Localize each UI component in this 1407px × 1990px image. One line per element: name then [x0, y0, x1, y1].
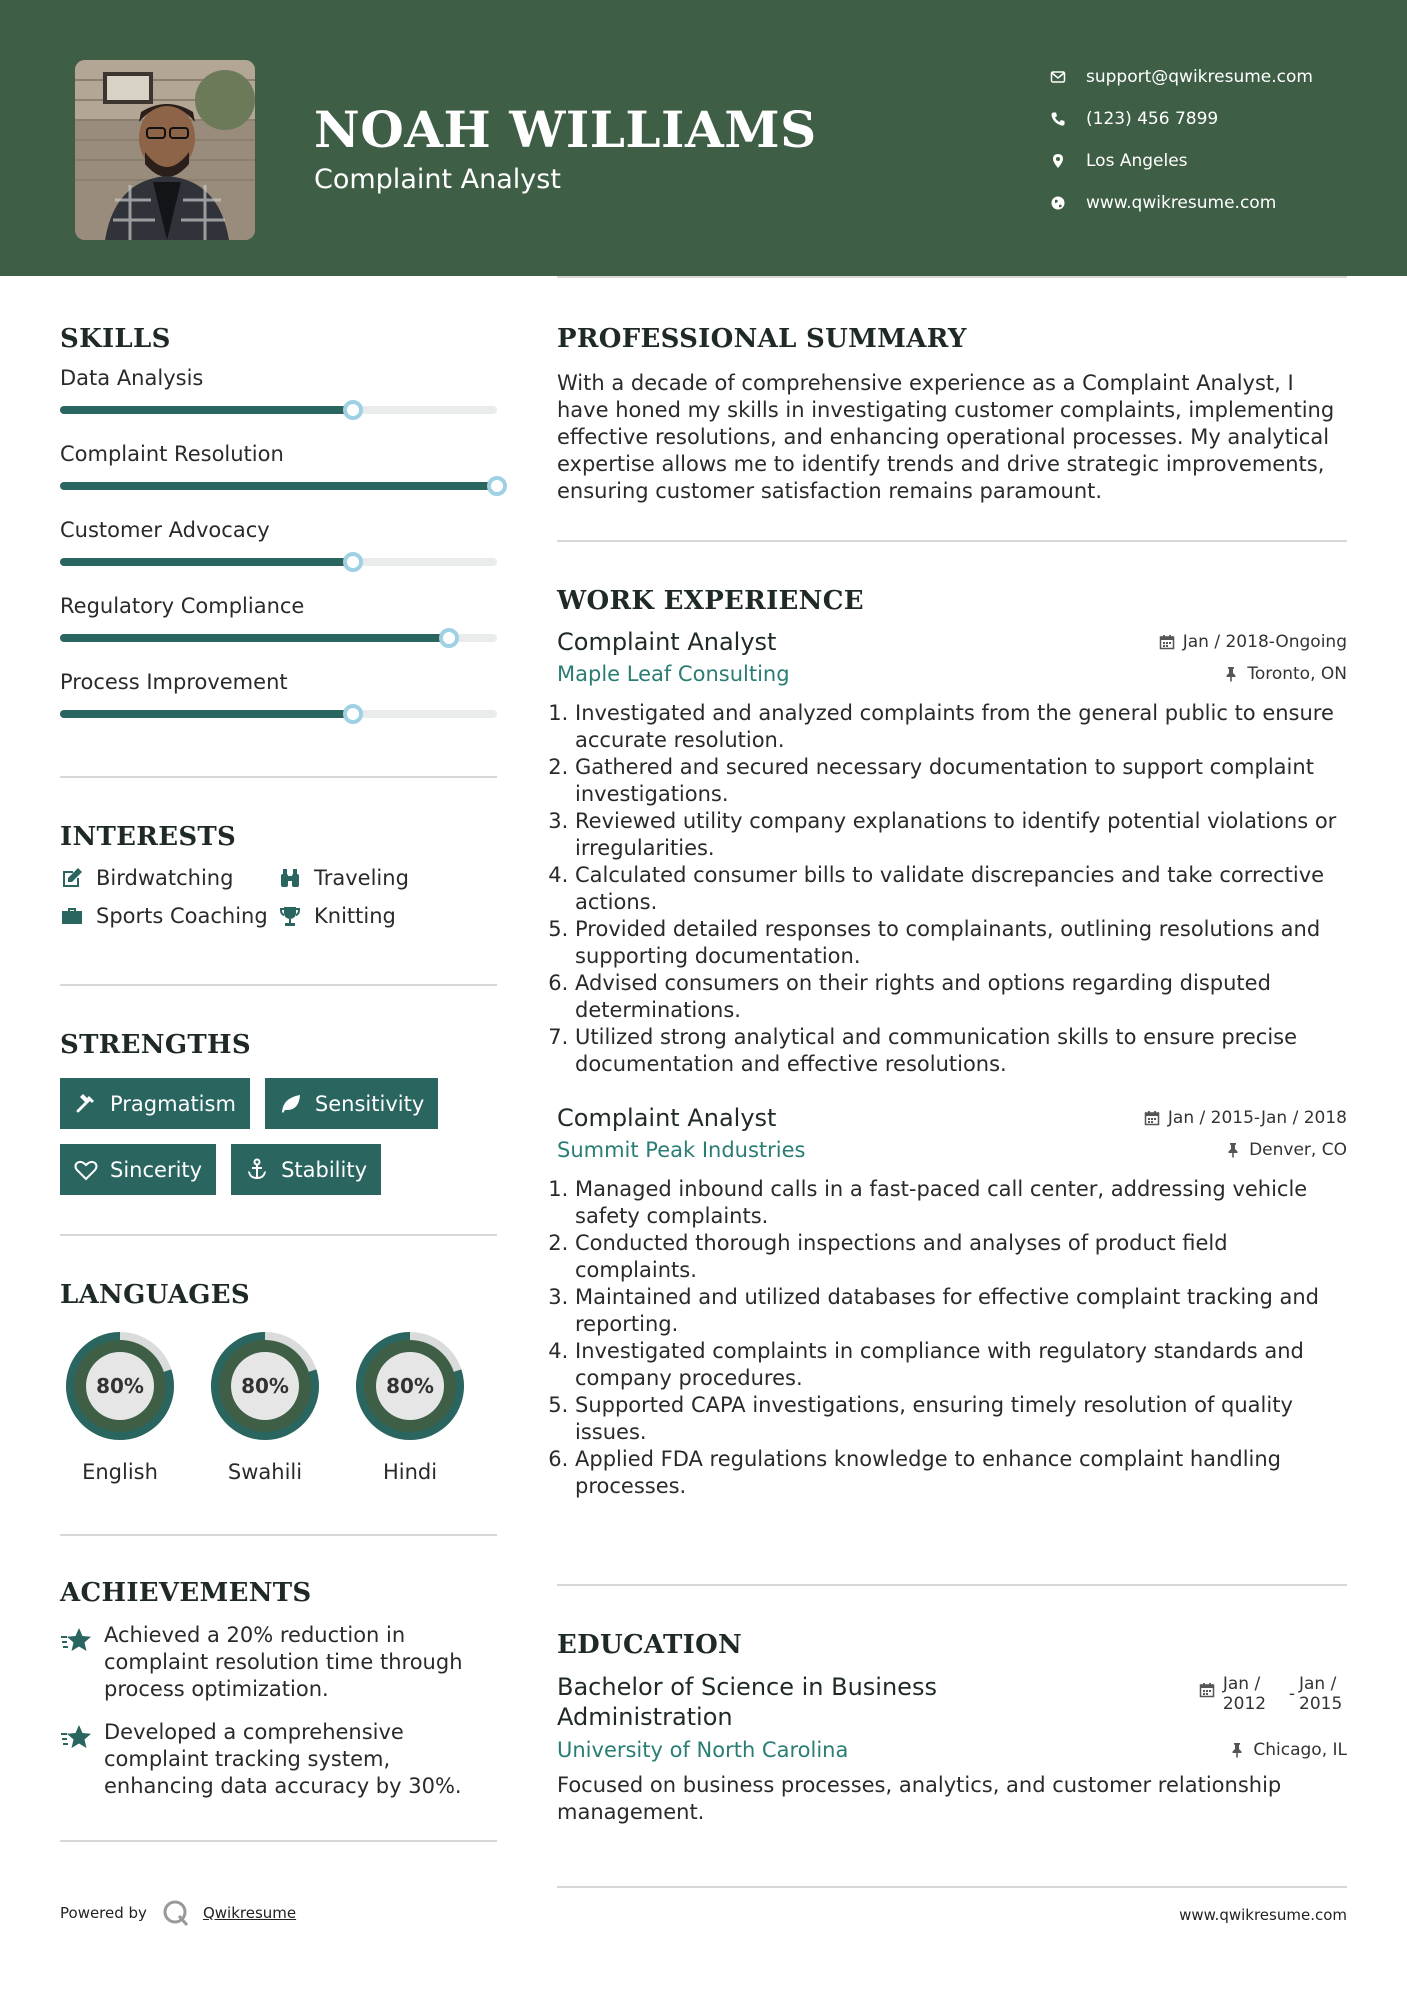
languages-heading: LANGUAGES: [60, 1280, 250, 1310]
footer-powered-by: [60, 1898, 296, 1928]
envelope-icon: [1050, 69, 1086, 85]
language-item: [60, 1326, 180, 1484]
summary-section: [557, 324, 1347, 505]
interest-label: Traveling: [314, 866, 409, 890]
interest-label: Knitting: [314, 904, 396, 928]
responsibility-item: 2. Conducted thorough inspections and analyses of product field complaints.: [575, 1230, 1347, 1284]
interests-list: [60, 866, 497, 928]
strengths-heading: STRENGTHS: [60, 1030, 251, 1060]
responsibility-item: 5. Supported CAPA investigations, ensuring timely resolution of quality issues.: [575, 1392, 1347, 1446]
calendar-icon: [1159, 634, 1175, 650]
date-separator: -: [1288, 1684, 1295, 1704]
strength-badge: [60, 1144, 216, 1195]
achievement-text: Achieved a 20% reduction in complaint resolution time through process optimization.: [104, 1623, 463, 1701]
education-end: Jan / 2015: [1299, 1674, 1343, 1714]
qwikresume-logo-icon: [161, 1898, 191, 1928]
responsibility-item: 3. Maintained and utilized databases for effective complaint tracking and reporting.: [575, 1284, 1347, 1338]
job-dates-text: Jan / 2018-Ongoing: [1182, 632, 1347, 652]
summary-heading: PROFESSIONAL SUMMARY: [557, 324, 967, 354]
contact-location: [1050, 140, 1313, 182]
job-dates: [1159, 632, 1347, 652]
language-percent: 80%: [96, 1374, 144, 1398]
contact-email-text: support@qwikresume.com: [1086, 67, 1313, 87]
qwikresume-link[interactable]: Qwikresume: [202, 1904, 297, 1922]
skills-heading: SKILLS: [60, 324, 171, 354]
calendar-icon: [1199, 1682, 1215, 1698]
strength-label: Sensitivity: [314, 1091, 425, 1116]
edit-icon: [60, 866, 84, 890]
job-entry: [557, 628, 1347, 1078]
school-name: University of North Carolina: [557, 1738, 849, 1762]
experience-divider: [557, 1584, 1347, 1586]
interest-item: [60, 904, 278, 928]
strength-badge: [231, 1144, 381, 1195]
strengths-list: [60, 1078, 497, 1195]
candidate-title: Complaint Analyst: [314, 164, 561, 195]
skills-section: [60, 324, 497, 746]
skill-item: [60, 442, 497, 518]
interest-item: [278, 904, 498, 928]
anchor-icon: [245, 1158, 269, 1182]
briefcase-icon: [60, 904, 84, 928]
education-heading: EDUCATION: [557, 1630, 743, 1660]
contact-phone-text: (123) 456 7899: [1086, 109, 1219, 129]
experience-section: [557, 586, 1347, 1500]
trophy-icon: [278, 904, 302, 928]
skill-label: Complaint Resolution: [60, 442, 284, 466]
skill-bar: [60, 482, 497, 490]
language-ring: [350, 1326, 470, 1446]
job-location-text: Denver, CO: [1249, 1140, 1347, 1160]
profile-photo-image: [75, 60, 255, 240]
language-ring: [205, 1326, 325, 1446]
contact-website[interactable]: [1050, 182, 1313, 224]
skill-bar-fill: [60, 558, 353, 566]
company-name: Summit Peak Industries: [557, 1138, 806, 1162]
globe-icon: [1050, 195, 1086, 211]
achievement-text: Developed a comprehensive complaint tracking system, enhancing data accuracy by 30%.: [104, 1720, 462, 1798]
achievement-item: [60, 1622, 497, 1703]
job-title: Complaint Analyst: [557, 628, 777, 656]
skill-bar: [60, 634, 497, 642]
job-entry: [557, 1104, 1347, 1500]
interest-label: Sports Coaching: [96, 904, 268, 928]
pushpin-icon: [1225, 1142, 1241, 1158]
language-label: Swahili: [227, 1460, 303, 1484]
interests-heading: INTERESTS: [60, 822, 237, 852]
language-ring: [60, 1326, 180, 1446]
skill-label: Data Analysis: [60, 366, 204, 390]
languages-section: [60, 1280, 497, 1484]
skill-label: Regulatory Compliance: [60, 594, 305, 618]
skill-bar-fill: [60, 710, 353, 718]
education-location-text: Chicago, IL: [1253, 1740, 1347, 1760]
candidate-name: NOAH WILLIAMS: [314, 100, 817, 159]
job-dates-text: Jan / 2015-Jan / 2018: [1167, 1108, 1347, 1128]
heart-icon: [74, 1158, 98, 1182]
responsibility-item: 4. Calculated consumer bills to validate discrepancies and take corrective actions.: [575, 862, 1347, 916]
strength-label: Pragmatism: [110, 1091, 236, 1116]
skill-bar-knob: [343, 704, 363, 724]
leaf-icon: [279, 1092, 303, 1116]
skill-bar-fill: [60, 406, 353, 414]
responsibility-item: 4. Investigated complaints in compliance with regulatory standards and company procedures.: [575, 1338, 1347, 1392]
responsibility-item: 7. Utilized strong analytical and communication skills to ensure precise documentation and effective resolutions.: [575, 1024, 1347, 1078]
summary-text: With a decade of comprehensive experience as a Complaint Analyst, I have honed my skills in investigating customer complaints, implementing effective resolutions, and enhancing operational processes. My analytical expertise allows me to identify trends and drive strategic improvements, ensuring customer satisfaction remains paramount.: [557, 371, 1335, 503]
skills-divider: [60, 776, 497, 778]
star-icon: [60, 1721, 94, 1755]
powered-by-text: Powered by: [60, 1904, 147, 1922]
skill-bar: [60, 558, 497, 566]
pushpin-icon: [1229, 1742, 1245, 1758]
contact-phone[interactable]: [1050, 98, 1313, 140]
language-item: [350, 1326, 470, 1484]
skill-bar-knob: [343, 552, 363, 572]
skill-bar-knob: [439, 628, 459, 648]
contact-email[interactable]: [1050, 56, 1313, 98]
strength-badge: [60, 1078, 250, 1129]
skill-item: [60, 366, 497, 442]
binoculars-icon: [278, 866, 302, 890]
skill-label: Customer Advocacy: [60, 518, 270, 542]
skill-bar-fill: [60, 634, 449, 642]
skill-item: [60, 594, 497, 670]
responsibility-item: 2. Gathered and secured necessary documentation to support complaint investigations.: [575, 754, 1347, 808]
strengths-section: [60, 1030, 497, 1195]
contact-website-text: www.qwikresume.com: [1086, 193, 1277, 213]
strength-label: Stability: [281, 1157, 368, 1182]
contact-list: [1050, 56, 1313, 224]
responsibility-item: 3. Reviewed utility company explanations to identify potential violations or irregularities.: [575, 808, 1347, 862]
responsibility-item: 6. Advised consumers on their rights and options regarding disputed determinations.: [575, 970, 1347, 1024]
responsibility-item: 1. Managed inbound calls in a fast-paced call center, addressing vehicle safety complaints.: [575, 1176, 1347, 1230]
language-label: Hindi: [382, 1460, 438, 1484]
responsibility-item: 5. Provided detailed responses to complainants, outlining resolutions and supporting documentation.: [575, 916, 1347, 970]
education-divider: [557, 1886, 1347, 1888]
interest-label: Birdwatching: [96, 866, 234, 890]
responsibility-item: 1. Investigated and analyzed complaints from the general public to ensure accurate resolution.: [575, 700, 1347, 754]
contact-location-text: Los Angeles: [1086, 151, 1188, 171]
languages-divider: [60, 1534, 497, 1536]
job-title: Complaint Analyst: [557, 1104, 777, 1132]
achievements-divider: [60, 1840, 497, 1842]
header-divider: [557, 276, 1347, 278]
strength-label: Sincerity: [110, 1157, 203, 1182]
languages-list: [60, 1326, 497, 1484]
job-location: [1223, 664, 1347, 684]
education-description: Focused on business processes, analytics, and customer relationship management.: [557, 1773, 1282, 1824]
job-location-text: Toronto, ON: [1247, 664, 1347, 684]
interest-item: [278, 866, 498, 890]
star-icon: [60, 1624, 94, 1658]
strengths-divider: [60, 1234, 497, 1236]
achievements-section: [60, 1578, 497, 1816]
education-dates: [1199, 1672, 1347, 1732]
gavel-icon: [74, 1092, 98, 1116]
job-dates: [1144, 1108, 1347, 1128]
skill-item: [60, 518, 497, 594]
degree-name: Bachelor of Science in Business Administration: [557, 1673, 937, 1731]
job-responsibilities: [557, 1176, 1347, 1500]
experience-heading: WORK EXPERIENCE: [557, 586, 864, 616]
footer-website[interactable]: www.qwikresume.com: [1179, 1906, 1347, 1924]
location-pin-icon: [1050, 153, 1086, 169]
phone-icon: [1050, 111, 1086, 127]
skills-list: [60, 366, 497, 746]
language-percent: 80%: [241, 1374, 289, 1398]
education-start: Jan / 2012: [1222, 1674, 1267, 1714]
job-location: [1225, 1140, 1347, 1160]
achievement-item: [60, 1719, 497, 1800]
skill-label: Process Improvement: [60, 670, 288, 694]
summary-divider: [557, 540, 1347, 542]
pushpin-icon: [1223, 666, 1239, 682]
interests-divider: [60, 984, 497, 986]
achievements-heading: ACHIEVEMENTS: [60, 1578, 312, 1608]
skill-item: [60, 670, 497, 746]
skill-bar-fill: [60, 482, 497, 490]
language-percent: 80%: [386, 1374, 434, 1398]
strength-badge: [265, 1078, 438, 1129]
company-name: Maple Leaf Consulting: [557, 662, 790, 686]
language-label: English: [82, 1460, 158, 1484]
education-section: [557, 1630, 1347, 1826]
calendar-icon: [1144, 1110, 1160, 1126]
resume-header: [0, 0, 1407, 276]
skill-bar-knob: [343, 400, 363, 420]
skill-bar-knob: [487, 476, 507, 496]
language-item: [205, 1326, 325, 1484]
responsibility-item: 6. Applied FDA regulations knowledge to enhance complaint handling processes.: [575, 1446, 1347, 1500]
job-responsibilities: [557, 700, 1347, 1078]
interest-item: [60, 866, 278, 890]
profile-photo: [75, 60, 255, 240]
achievements-list: [60, 1622, 497, 1800]
interests-section: [60, 822, 497, 928]
skill-bar: [60, 406, 497, 414]
skill-bar: [60, 710, 497, 718]
education-location: [1229, 1740, 1347, 1760]
